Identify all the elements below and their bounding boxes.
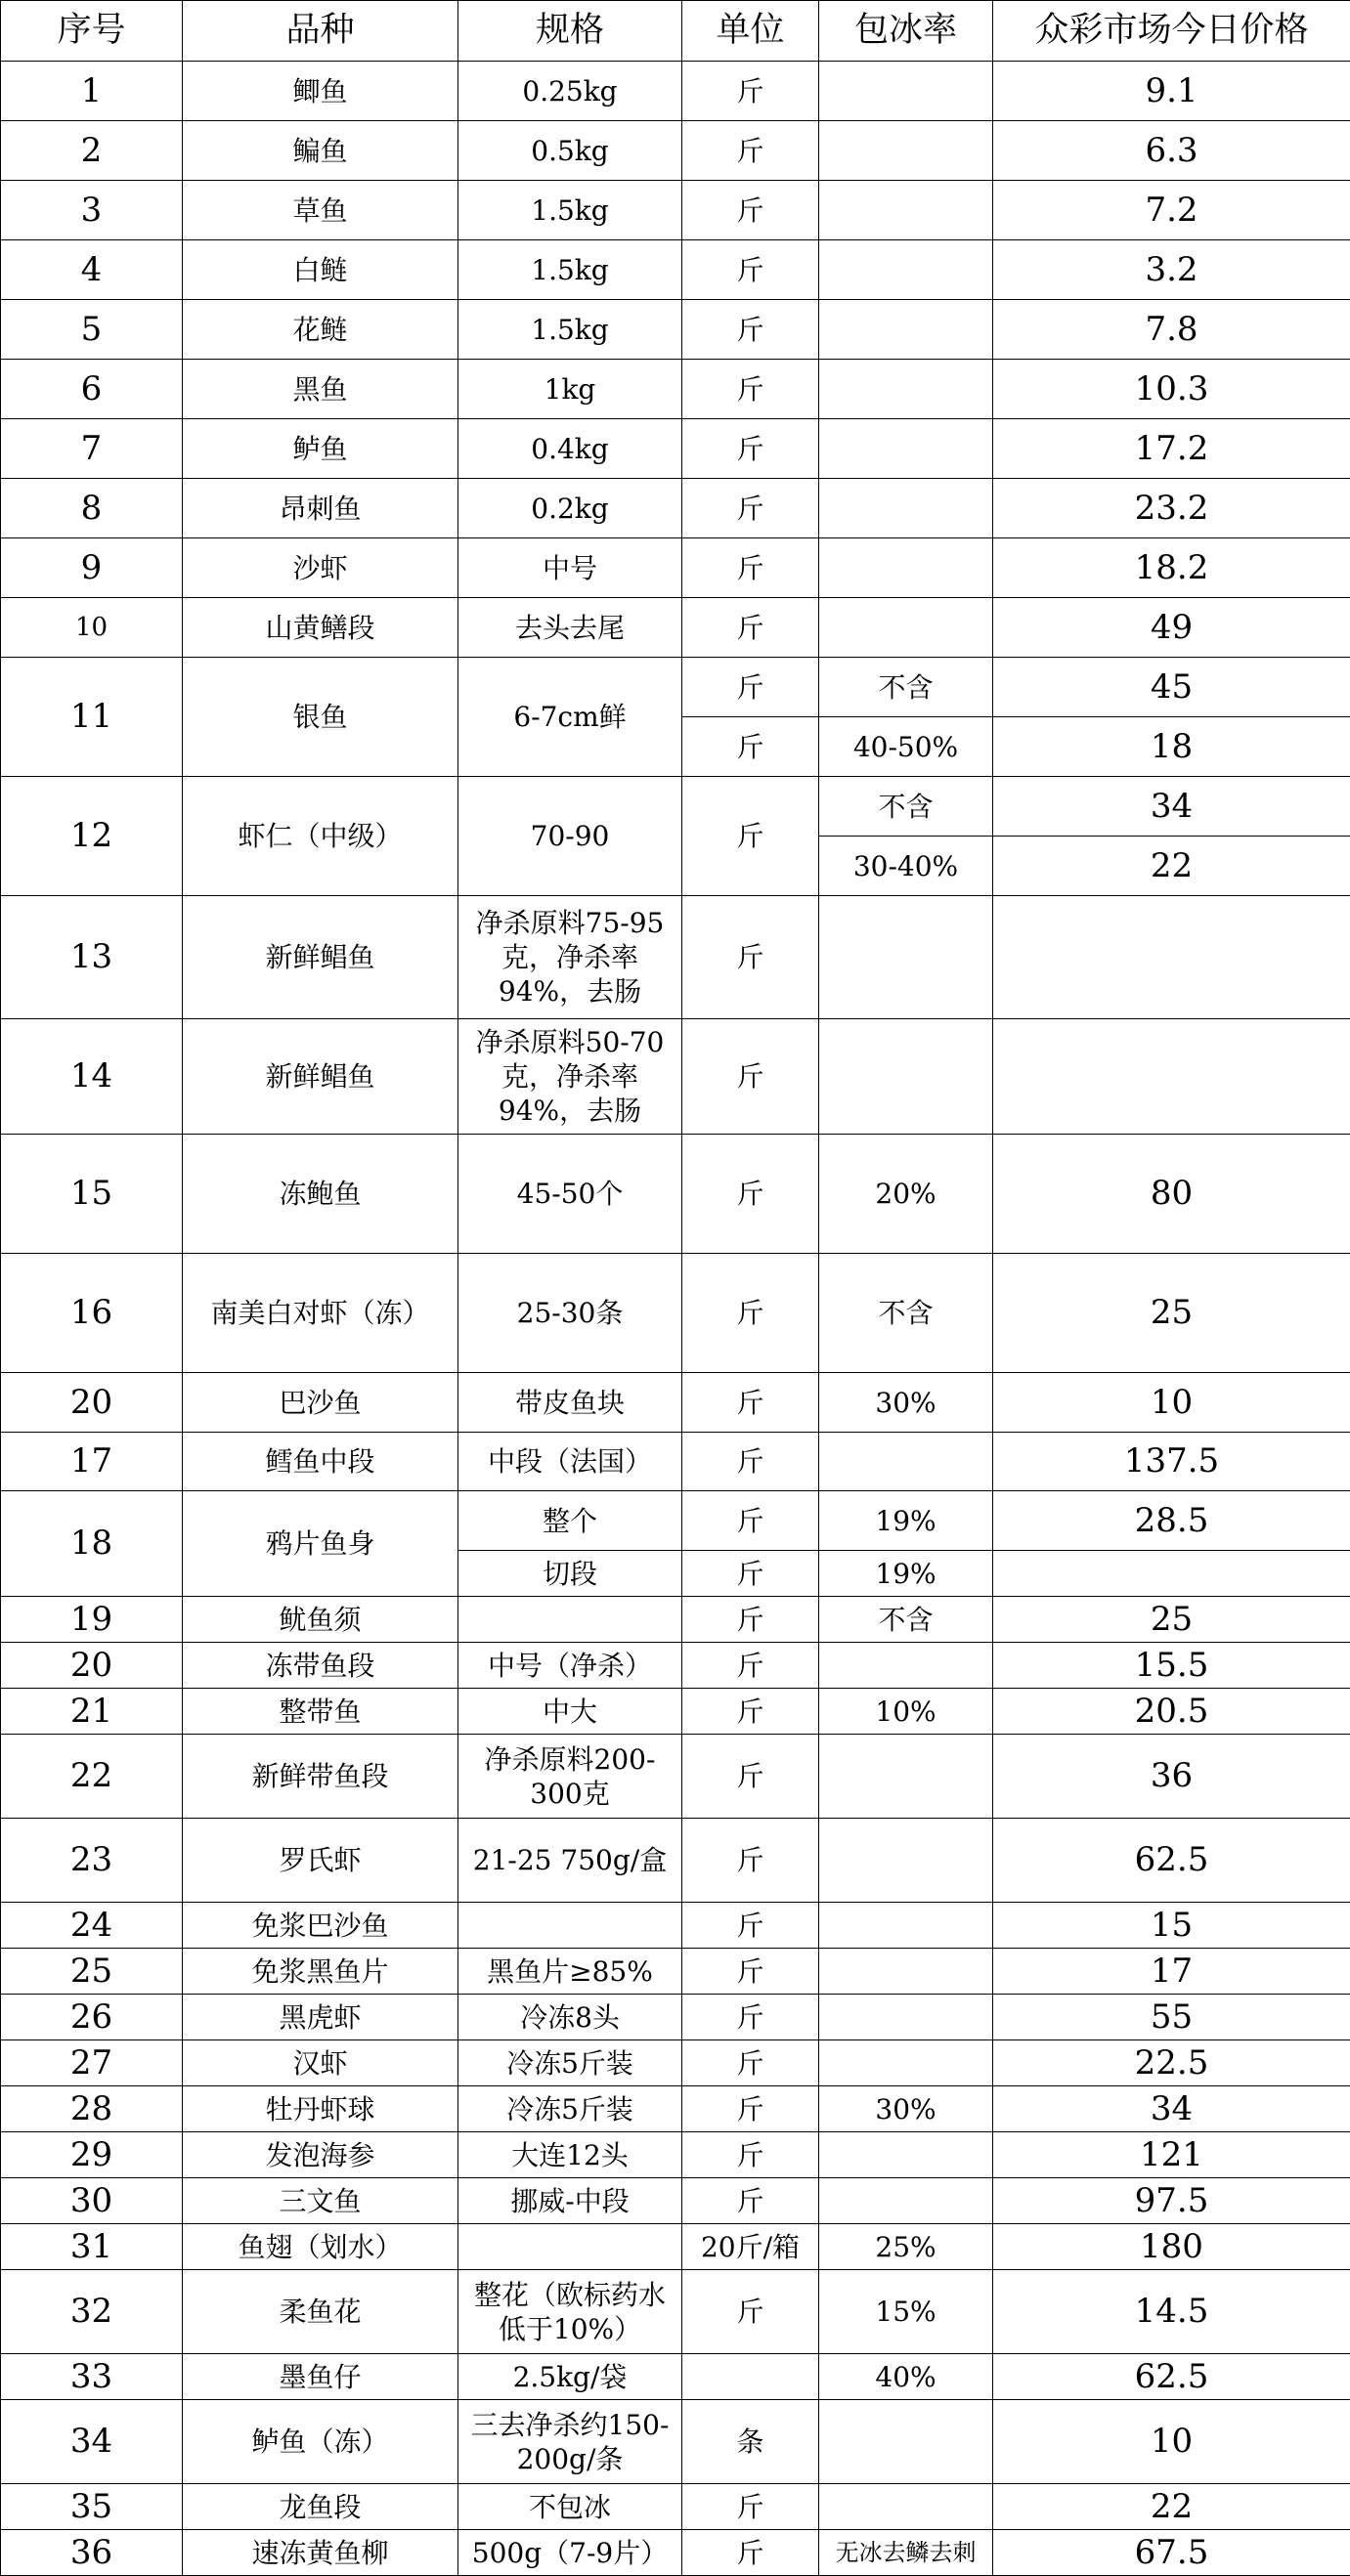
spec-cell: 中号 [458, 538, 682, 598]
price-cell: 20.5 [993, 1689, 1350, 1735]
seq-cell: 1 [1, 62, 183, 121]
unit-cell: 斤 [682, 2178, 819, 2224]
price-cell: 62.5 [993, 1819, 1350, 1903]
spec-cell: 中段（法国） [458, 1433, 682, 1491]
ice-cell [819, 419, 993, 479]
spec-cell: 净杀原料50-70克，净杀率94%，去肠 [458, 1019, 682, 1135]
ice-cell: 30% [819, 2086, 993, 2132]
price-cell: 25 [993, 1597, 1350, 1643]
name-cell: 墨鱼仔 [183, 2354, 458, 2400]
unit-cell: 斤 [682, 121, 819, 181]
name-cell: 柔鱼花 [183, 2270, 458, 2354]
unit-cell [682, 2354, 819, 2400]
unit-cell: 斤 [682, 538, 819, 598]
price-cell: 97.5 [993, 2178, 1350, 2224]
name-cell: 新鲜鲳鱼 [183, 896, 458, 1019]
name-cell: 山黄鳝段 [183, 598, 458, 658]
table-row [1, 181, 1350, 240]
seq-cell: 7 [1, 419, 183, 479]
name-cell: 新鲜鲳鱼 [183, 1019, 458, 1135]
name-cell: 昂刺鱼 [183, 479, 458, 538]
spec-cell: 6-7cm鲜 [458, 658, 682, 777]
seq-cell: 12 [1, 777, 183, 896]
table-row [1, 1373, 1350, 1433]
seq-cell: 19 [1, 1597, 183, 1643]
table-row [1, 1019, 1350, 1135]
ice-cell: 40% [819, 2354, 993, 2400]
price-cell: 17.2 [993, 419, 1350, 479]
unit-cell: 斤 [682, 2530, 819, 2576]
price-cell: 22 [993, 2484, 1350, 2530]
ice-cell: 40-50% [819, 717, 993, 777]
header-ice-rate: 包冰率 [819, 1, 993, 62]
table-row [1, 1643, 1350, 1689]
price-cell: 10.3 [993, 360, 1350, 419]
ice-cell [819, 1735, 993, 1819]
spec-cell: 带皮鱼块 [458, 1373, 682, 1433]
name-cell: 黑虎虾 [183, 1995, 458, 2040]
ice-cell [819, 1643, 993, 1689]
spec-cell: 冷冻5斤装 [458, 2040, 682, 2086]
table-row [1, 1689, 1350, 1735]
ice-cell: 30-40% [819, 837, 993, 896]
spec-cell: 1.5kg [458, 181, 682, 240]
table-row [1, 1735, 1350, 1819]
price-cell: 121 [993, 2132, 1350, 2178]
price-cell: 22.5 [993, 2040, 1350, 2086]
ice-cell [819, 598, 993, 658]
name-cell: 巴沙鱼 [183, 1373, 458, 1433]
spec-cell: 不包冰 [458, 2484, 682, 2530]
ice-cell [819, 1819, 993, 1903]
ice-cell [819, 1995, 993, 2040]
ice-cell: 15% [819, 2270, 993, 2354]
table-row [1, 1433, 1350, 1491]
seq-cell: 16 [1, 1254, 183, 1373]
unit-cell: 条 [682, 2400, 819, 2484]
ice-cell [819, 1019, 993, 1135]
seq-cell: 29 [1, 2132, 183, 2178]
unit-cell: 斤 [682, 2270, 819, 2354]
name-cell: 黑鱼 [183, 360, 458, 419]
spec-cell: 冷冻8头 [458, 1995, 682, 2040]
ice-cell: 10% [819, 1689, 993, 1735]
ice-cell: 30% [819, 1373, 993, 1433]
price-cell [993, 896, 1350, 1019]
ice-cell [819, 479, 993, 538]
seq-cell: 35 [1, 2484, 183, 2530]
table-row [1, 2132, 1350, 2178]
ice-cell: 不含 [819, 1597, 993, 1643]
table-row [1, 2224, 1350, 2270]
table-row [1, 300, 1350, 360]
unit-cell: 斤 [682, 1373, 819, 1433]
price-cell: 55 [993, 1995, 1350, 2040]
seq-cell: 9 [1, 538, 183, 598]
table-row [1, 1949, 1350, 1995]
unit-cell: 斤 [682, 1551, 819, 1597]
price-cell: 18.2 [993, 538, 1350, 598]
table-row [1, 2270, 1350, 2354]
table-row [1, 1819, 1350, 1903]
seq-cell: 32 [1, 2270, 183, 2354]
name-cell: 免浆黑鱼片 [183, 1949, 458, 1995]
price-cell: 67.5 [993, 2530, 1350, 2576]
name-cell: 草鱼 [183, 181, 458, 240]
seq-cell: 18 [1, 1491, 183, 1597]
price-cell: 23.2 [993, 479, 1350, 538]
seq-cell: 2 [1, 121, 183, 181]
price-cell: 10 [993, 2400, 1350, 2484]
price-cell: 7.8 [993, 300, 1350, 360]
price-cell: 6.3 [993, 121, 1350, 181]
unit-cell: 20斤/箱 [682, 2224, 819, 2270]
table-row [1, 1491, 1350, 1551]
table-row [1, 121, 1350, 181]
seq-cell: 24 [1, 1903, 183, 1949]
price-cell: 80 [993, 1135, 1350, 1254]
spec-cell: 去头去尾 [458, 598, 682, 658]
table-row [1, 2086, 1350, 2132]
name-cell: 新鲜带鱼段 [183, 1735, 458, 1819]
name-cell: 鲈鱼（冻） [183, 2400, 458, 2484]
price-cell: 34 [993, 2086, 1350, 2132]
ice-cell [819, 1903, 993, 1949]
name-cell: 鲈鱼 [183, 419, 458, 479]
seq-cell: 15 [1, 1135, 183, 1254]
unit-cell: 斤 [682, 360, 819, 419]
table-row [1, 896, 1350, 1019]
spec-cell [458, 1597, 682, 1643]
spec-cell: 整个 [458, 1491, 682, 1551]
ice-cell [819, 538, 993, 598]
spec-cell: 净杀原料75-95克，净杀率94%，去肠 [458, 896, 682, 1019]
unit-cell: 斤 [682, 1995, 819, 2040]
unit-cell: 斤 [682, 1597, 819, 1643]
price-cell [993, 1019, 1350, 1135]
seq-cell: 13 [1, 896, 183, 1019]
table-row [1, 2354, 1350, 2400]
table-row [1, 419, 1350, 479]
price-cell: 15.5 [993, 1643, 1350, 1689]
price-cell: 28.5 [993, 1491, 1350, 1551]
table-row [1, 1254, 1350, 1373]
name-cell: 三文鱼 [183, 2178, 458, 2224]
name-cell: 整带鱼 [183, 1689, 458, 1735]
ice-cell [819, 2178, 993, 2224]
price-cell: 3.2 [993, 240, 1350, 300]
name-cell: 鱿鱼须 [183, 1597, 458, 1643]
spec-cell [458, 2224, 682, 2270]
spec-cell [458, 1903, 682, 1949]
name-cell: 速冻黄鱼柳 [183, 2530, 458, 2576]
ice-cell [819, 240, 993, 300]
name-cell: 沙虾 [183, 538, 458, 598]
spec-cell: 45-50个 [458, 1135, 682, 1254]
price-cell: 22 [993, 837, 1350, 896]
unit-cell: 斤 [682, 1019, 819, 1135]
unit-cell: 斤 [682, 1254, 819, 1373]
spec-cell: 0.4kg [458, 419, 682, 479]
table-row [1, 2178, 1350, 2224]
ice-cell [819, 2484, 993, 2530]
spec-cell: 1.5kg [458, 240, 682, 300]
seq-cell: 34 [1, 2400, 183, 2484]
price-cell: 14.5 [993, 2270, 1350, 2354]
unit-cell: 斤 [682, 1689, 819, 1735]
name-cell: 虾仁（中级） [183, 777, 458, 896]
unit-cell: 斤 [682, 2484, 819, 2530]
ice-cell: 20% [819, 1135, 993, 1254]
seq-cell: 20 [1, 1373, 183, 1433]
ice-cell: 不含 [819, 658, 993, 717]
price-cell: 17 [993, 1949, 1350, 1995]
name-cell: 鸦片鱼身 [183, 1491, 458, 1597]
name-cell: 牡丹虾球 [183, 2086, 458, 2132]
spec-cell: 中号（净杀） [458, 1643, 682, 1689]
spec-cell: 大连12头 [458, 2132, 682, 2178]
seq-cell: 17 [1, 1433, 183, 1491]
header-name: 品种 [183, 1, 458, 62]
unit-cell: 斤 [682, 419, 819, 479]
unit-cell: 斤 [682, 598, 819, 658]
unit-cell: 斤 [682, 1735, 819, 1819]
seq-cell: 36 [1, 2530, 183, 2576]
spec-cell: 500g（7-9片） [458, 2530, 682, 2576]
ice-cell: 无冰去鳞去刺 [819, 2530, 993, 2576]
seq-cell: 11 [1, 658, 183, 777]
unit-cell: 斤 [682, 1643, 819, 1689]
name-cell: 发泡海参 [183, 2132, 458, 2178]
ice-cell [819, 1949, 993, 1995]
unit-cell: 斤 [682, 300, 819, 360]
price-cell: 49 [993, 598, 1350, 658]
price-cell: 7.2 [993, 181, 1350, 240]
table-row [1, 479, 1350, 538]
name-cell: 鳊鱼 [183, 121, 458, 181]
unit-cell: 斤 [682, 717, 819, 777]
unit-cell: 斤 [682, 1433, 819, 1491]
unit-cell: 斤 [682, 1949, 819, 1995]
ice-cell [819, 62, 993, 121]
seq-cell: 23 [1, 1819, 183, 1903]
seq-cell: 26 [1, 1995, 183, 2040]
seq-cell: 28 [1, 2086, 183, 2132]
ice-cell: 19% [819, 1491, 993, 1551]
header-spec: 规格 [458, 1, 682, 62]
unit-cell: 斤 [682, 181, 819, 240]
table-row [1, 2530, 1350, 2576]
name-cell: 银鱼 [183, 658, 458, 777]
unit-cell: 斤 [682, 2132, 819, 2178]
spec-cell: 三去净杀约150-200g/条 [458, 2400, 682, 2484]
price-cell [993, 1551, 1350, 1597]
spec-cell: 0.2kg [458, 479, 682, 538]
seq-cell: 33 [1, 2354, 183, 2400]
table-row [1, 658, 1350, 717]
ice-cell [819, 1433, 993, 1491]
seq-cell: 4 [1, 240, 183, 300]
name-cell: 南美白对虾（冻） [183, 1254, 458, 1373]
name-cell: 冻带鱼段 [183, 1643, 458, 1689]
name-cell: 鳕鱼中段 [183, 1433, 458, 1491]
name-cell: 冻鲍鱼 [183, 1135, 458, 1254]
ice-cell [819, 2400, 993, 2484]
table-row [1, 360, 1350, 419]
spec-cell: 1kg [458, 360, 682, 419]
unit-cell: 斤 [682, 2040, 819, 2086]
header-seq: 序号 [1, 1, 183, 62]
name-cell: 汉虾 [183, 2040, 458, 2086]
name-cell: 白鲢 [183, 240, 458, 300]
ice-cell [819, 2132, 993, 2178]
table-row [1, 62, 1350, 121]
seq-cell: 3 [1, 181, 183, 240]
unit-cell: 斤 [682, 240, 819, 300]
seq-cell: 22 [1, 1735, 183, 1819]
unit-cell: 斤 [682, 2086, 819, 2132]
unit-cell: 斤 [682, 479, 819, 538]
table-row [1, 1995, 1350, 2040]
ice-cell [819, 181, 993, 240]
spec-cell: 切段 [458, 1551, 682, 1597]
seq-cell: 14 [1, 1019, 183, 1135]
table-row [1, 1597, 1350, 1643]
table-row [1, 1903, 1350, 1949]
spec-cell: 0.25kg [458, 62, 682, 121]
name-cell: 鱼翅（划水） [183, 2224, 458, 2270]
table-row [1, 2484, 1350, 2530]
table-row [1, 2040, 1350, 2086]
ice-cell: 不含 [819, 777, 993, 837]
price-cell: 180 [993, 2224, 1350, 2270]
seq-cell: 6 [1, 360, 183, 419]
ice-cell [819, 300, 993, 360]
table-row [1, 240, 1350, 300]
ice-cell: 不含 [819, 1254, 993, 1373]
price-cell: 10 [993, 1373, 1350, 1433]
unit-cell: 斤 [682, 658, 819, 717]
table-row [1, 538, 1350, 598]
ice-cell [819, 2040, 993, 2086]
unit-cell: 斤 [682, 1903, 819, 1949]
spec-cell: 2.5kg/袋 [458, 2354, 682, 2400]
price-cell: 45 [993, 658, 1350, 717]
spec-cell: 净杀原料200-300克 [458, 1735, 682, 1819]
spec-cell: 70-90 [458, 777, 682, 896]
seq-cell: 21 [1, 1689, 183, 1735]
seq-cell: 8 [1, 479, 183, 538]
ice-cell [819, 896, 993, 1019]
price-cell: 18 [993, 717, 1350, 777]
name-cell: 免浆巴沙鱼 [183, 1903, 458, 1949]
unit-cell: 斤 [682, 896, 819, 1019]
spec-cell: 25-30条 [458, 1254, 682, 1373]
name-cell: 龙鱼段 [183, 2484, 458, 2530]
header-unit: 单位 [682, 1, 819, 62]
header-row [1, 1, 1350, 62]
ice-cell: 19% [819, 1551, 993, 1597]
price-cell: 34 [993, 777, 1350, 837]
price-cell: 137.5 [993, 1433, 1350, 1491]
name-cell: 花鲢 [183, 300, 458, 360]
spec-cell: 黑鱼片≥85% [458, 1949, 682, 1995]
seq-cell: 31 [1, 2224, 183, 2270]
spec-cell: 挪威-中段 [458, 2178, 682, 2224]
unit-cell: 斤 [682, 62, 819, 121]
table-row [1, 777, 1350, 837]
seq-cell: 27 [1, 2040, 183, 2086]
ice-cell [819, 360, 993, 419]
header-price: 众彩市场今日价格 [993, 1, 1350, 62]
table-row [1, 2400, 1350, 2484]
price-cell: 36 [993, 1735, 1350, 1819]
table-row [1, 598, 1350, 658]
spec-cell: 21-25 750g/盒 [458, 1819, 682, 1903]
seq-cell: 20 [1, 1643, 183, 1689]
spec-cell: 0.5kg [458, 121, 682, 181]
seq-cell: 30 [1, 2178, 183, 2224]
seq-cell: 25 [1, 1949, 183, 1995]
unit-cell: 斤 [682, 1819, 819, 1903]
spec-cell: 1.5kg [458, 300, 682, 360]
ice-cell [819, 121, 993, 181]
seq-cell: 10 [1, 598, 183, 658]
price-cell: 25 [993, 1254, 1350, 1373]
unit-cell: 斤 [682, 1135, 819, 1254]
price-cell: 62.5 [993, 2354, 1350, 2400]
seq-cell: 5 [1, 300, 183, 360]
unit-cell: 斤 [682, 777, 819, 896]
spec-cell: 冷冻5斤装 [458, 2086, 682, 2132]
name-cell: 鲫鱼 [183, 62, 458, 121]
table-row [1, 1135, 1350, 1254]
spec-cell: 整花（欧标药水低于10%） [458, 2270, 682, 2354]
unit-cell: 斤 [682, 1491, 819, 1551]
price-cell: 9.1 [993, 62, 1350, 121]
ice-cell: 25% [819, 2224, 993, 2270]
name-cell: 罗氏虾 [183, 1819, 458, 1903]
spec-cell: 中大 [458, 1689, 682, 1735]
price-cell: 15 [993, 1903, 1350, 1949]
